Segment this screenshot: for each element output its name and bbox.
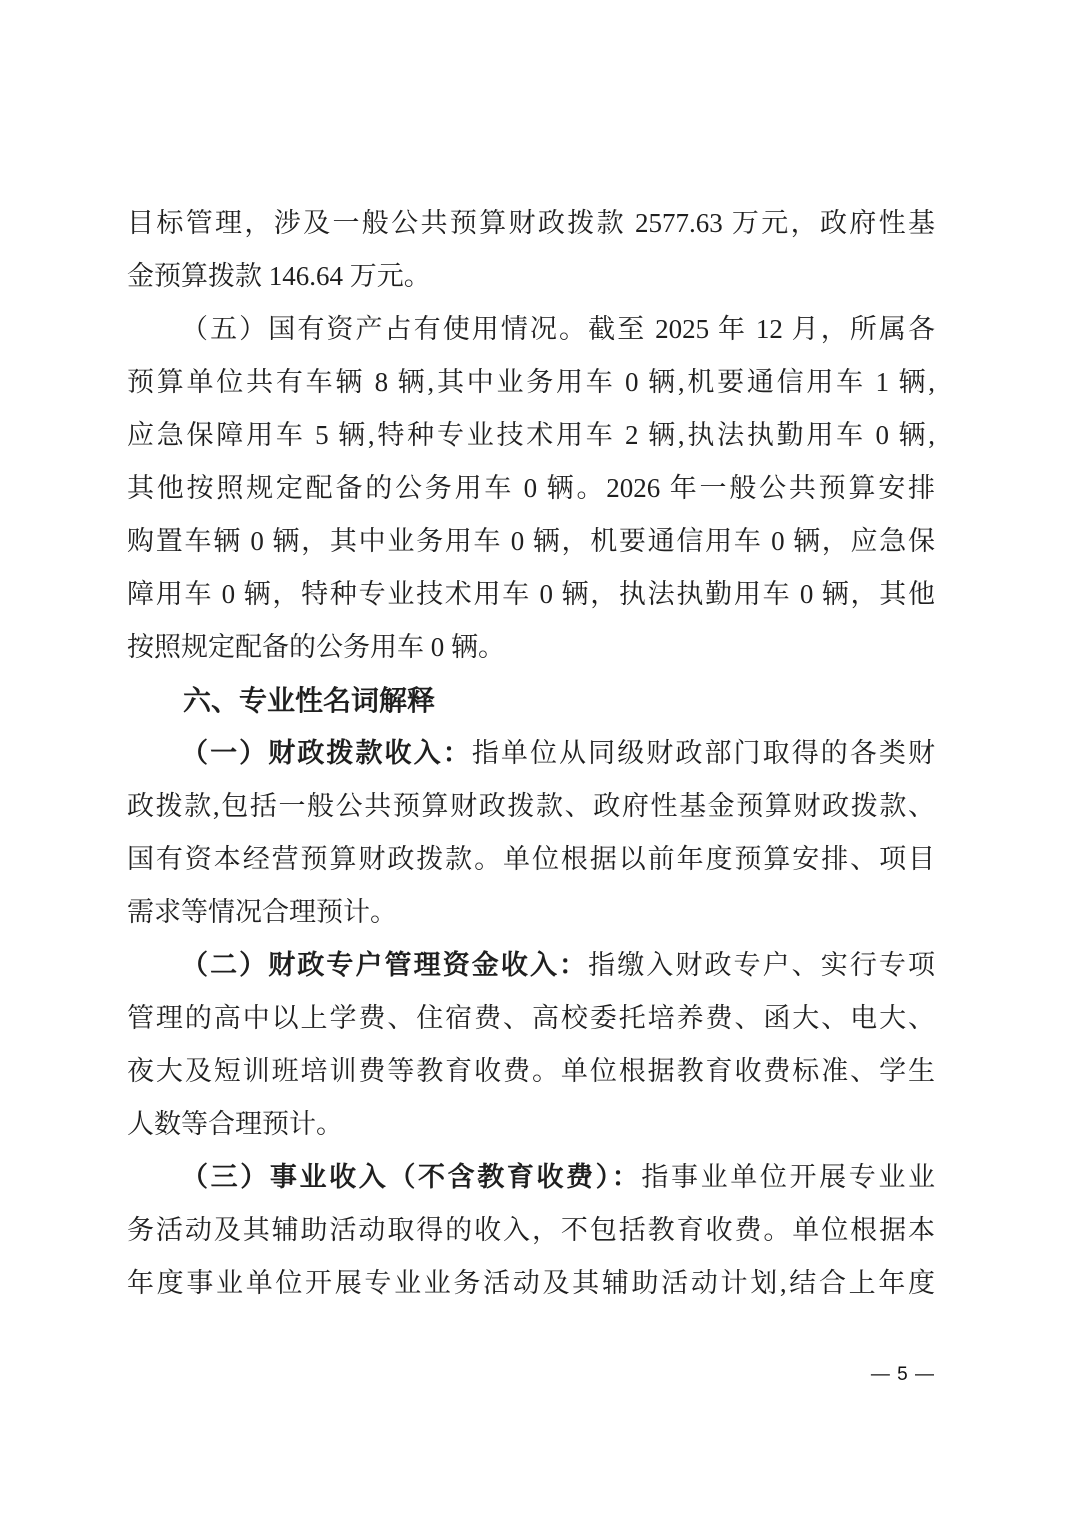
text-run: 应急保障用车 5 辆,特种专业技术用车 2 辆,执法执勤用车 0 辆, — [127, 420, 935, 450]
para-performance-funding — [127, 197, 935, 303]
text-run: 政拨款,包括一般公共预算财政拨款、政府性基金预算财政拨款、 — [127, 791, 935, 821]
text-line — [127, 1045, 935, 1098]
text-run: 购置车辆 0 辆，其中业务用车 0 辆，机要通信用车 0 辆，应急保 — [127, 526, 935, 556]
term-label: 六、专业性名词解释 — [183, 685, 436, 716]
term-label: （三）事业收入（不含教育收费）： — [181, 1162, 642, 1192]
term-label: （一）财政拨款收入： — [181, 738, 472, 768]
text-line — [127, 780, 935, 833]
term-operational-income — [127, 1151, 935, 1310]
text-run: 指缴入财政专户、实行专项 — [588, 950, 935, 980]
text-run: （五）国有资产占有使用情况。截至 2025 年 12 月，所属各 — [181, 314, 935, 344]
text-run: 需求等情况合理预计。 — [127, 897, 397, 927]
text-line — [127, 409, 935, 462]
text-line — [127, 356, 935, 409]
text-line — [127, 992, 935, 1045]
text-line — [127, 1204, 935, 1257]
text-run: 年度事业单位开展专业业务活动及其辅助活动计划,结合上年度 — [127, 1268, 935, 1298]
text-line — [127, 1257, 935, 1310]
text-run: 人数等合理预计。 — [127, 1109, 343, 1139]
document-body — [127, 197, 935, 1310]
text-line — [127, 197, 935, 250]
text-run: 预算单位共有车辆 8 辆,其中业务用车 0 辆,机要通信用车 1 辆, — [127, 367, 935, 397]
text-run: 金预算拨款 146.64 万元。 — [127, 261, 431, 291]
text-run: 国有资本经营预算财政拨款。单位根据以前年度预算安排、项目 — [127, 844, 935, 874]
heading-terminology-section — [127, 674, 935, 727]
text-run: 指事业单位开展专业业 — [641, 1162, 935, 1192]
text-line — [127, 250, 935, 303]
text-line — [127, 303, 935, 356]
text-line — [127, 1098, 935, 1151]
text-run: 目标管理，涉及一般公共预算财政拨款 2577.63 万元，政府性基 — [127, 208, 935, 238]
text-run: 指单位从同级财政部门取得的各类财 — [471, 738, 935, 768]
text-line — [127, 1151, 935, 1204]
text-line — [127, 568, 935, 621]
para-state-assets-usage — [127, 303, 935, 674]
text-run: 障用车 0 辆，特种专业技术用车 0 辆，执法执勤用车 0 辆，其他 — [127, 579, 935, 609]
text-line — [127, 886, 935, 939]
term-fiscal-appropriation-income — [127, 727, 935, 939]
text-line — [127, 515, 935, 568]
text-run: 按照规定配备的公务用车 0 辆。 — [127, 632, 505, 662]
text-line — [127, 939, 935, 992]
text-run: 管理的高中以上学费、住宿费、高校委托培养费、函大、电大、 — [127, 1003, 935, 1033]
text-line — [127, 833, 935, 886]
page-number: — 5 — — [870, 1364, 935, 1385]
text-run: 其他按照规定配备的公务用车 0 辆。2026 年一般公共预算安排 — [127, 473, 935, 503]
text-line — [127, 674, 935, 727]
text-run: 务活动及其辅助活动取得的收入，不包括教育收费。单位根据本 — [127, 1215, 935, 1245]
term-special-account-funds-income — [127, 939, 935, 1151]
text-run: 夜大及短训班培训费等教育收费。单位根据教育收费标准、学生 — [127, 1056, 935, 1086]
text-line — [127, 462, 935, 515]
text-line — [127, 727, 935, 780]
text-line — [127, 621, 935, 674]
term-label: （二）财政专户管理资金收入： — [181, 950, 589, 980]
